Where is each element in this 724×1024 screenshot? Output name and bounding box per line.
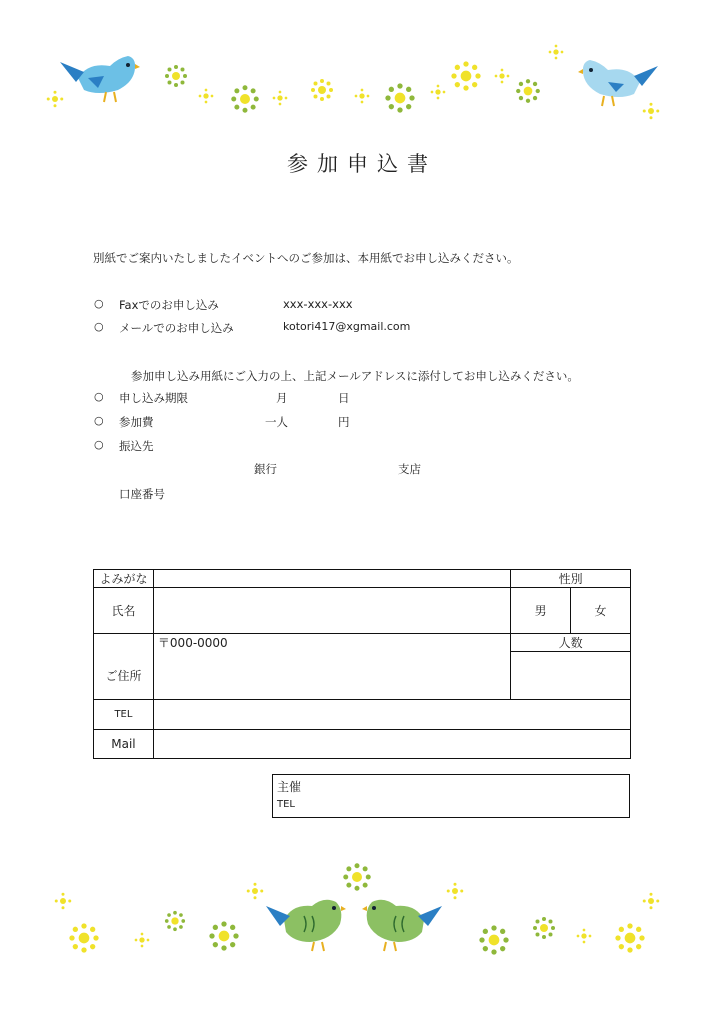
fee-yen: 円 [338, 415, 350, 429]
bullet-fax: ○ [94, 297, 104, 310]
mail-label-cell: Mail [94, 730, 154, 759]
name-label: 氏名 [94, 588, 154, 634]
flower-icon [450, 60, 482, 92]
bullet-fee: ○ [94, 414, 104, 427]
fax-number: xxx-xxx-xxx [283, 297, 353, 311]
people-field[interactable] [511, 652, 631, 700]
flower-icon [614, 922, 646, 954]
flower-icon [246, 882, 264, 900]
flower-icon [68, 922, 100, 954]
people-label: 人数 [511, 634, 631, 652]
transfer-label: 振込先 [119, 439, 154, 453]
flower-icon [642, 102, 660, 120]
name-field[interactable] [153, 588, 510, 634]
flower-icon [576, 928, 592, 944]
transfer-branch: 支店 [398, 462, 421, 476]
postal-code: 〒000-0000 [157, 636, 228, 650]
address-label: ご住所 [94, 634, 154, 700]
flower-icon [272, 90, 288, 106]
flower-icon [164, 64, 188, 88]
attach-note: 参加申し込み用紙にご入力の上、上記メールアドレスに添付してお申し込みください。 [131, 369, 579, 383]
gender-label: 性別 [511, 570, 631, 588]
blue-bird-left-icon [58, 48, 140, 108]
flower-icon [134, 932, 150, 948]
deadline-day: 日 [338, 391, 350, 405]
flower-icon [532, 916, 556, 940]
furigana-field[interactable] [153, 570, 510, 588]
organizer-box [272, 774, 630, 818]
organizer-tel-label: TEL [277, 799, 295, 810]
flower-icon [548, 44, 564, 60]
page-title: 参加申込書 [287, 152, 437, 176]
flower-icon [230, 84, 260, 114]
flower-icon [478, 924, 510, 956]
address-field[interactable] [153, 634, 510, 700]
flower-icon [354, 88, 370, 104]
flower-icon [384, 82, 416, 114]
flower-icon [342, 862, 372, 892]
furigana-label: よみがな [94, 570, 154, 588]
flower-icon [198, 88, 214, 104]
flower-icon [164, 910, 186, 932]
deadline-month: 月 [276, 391, 288, 405]
transfer-bank: 銀行 [254, 462, 277, 476]
transfer-account: 口座番号 [119, 487, 165, 501]
deadline-label: 申し込み期限 [119, 391, 188, 405]
bullet-transfer: ○ [94, 438, 104, 451]
flower-icon [430, 84, 446, 100]
gender-female[interactable]: 女 [571, 588, 631, 634]
flower-icon [494, 68, 510, 84]
flower-icon [515, 78, 541, 104]
bullet-deadline: ○ [94, 390, 104, 403]
flower-icon [208, 920, 240, 952]
flower-icon [642, 892, 660, 910]
tel-label: TEL [94, 700, 154, 730]
flower-icon [446, 882, 464, 900]
green-bird-left-icon [264, 894, 346, 952]
bullet-mail: ○ [94, 320, 104, 333]
application-form [93, 569, 631, 759]
flower-icon [310, 78, 334, 102]
tel-field[interactable] [153, 700, 630, 730]
green-bird-right-icon [362, 894, 444, 952]
organizer-label: 主催 [277, 780, 302, 794]
mail-address[interactable]: kotori417@xgmail.com [283, 320, 411, 333]
flower-icon [54, 892, 72, 910]
mail-label: メールでのお申し込み [119, 321, 234, 335]
gender-male[interactable]: 男 [511, 588, 571, 634]
fee-per-person: 一人 [265, 415, 288, 429]
mail-field[interactable] [153, 730, 630, 759]
flower-icon [46, 90, 64, 108]
fax-label: Faxでのお申し込み [119, 298, 219, 312]
intro-text: 別紙でご案内いたしましたイベントへのご参加は、本用紙でお申し込みください。 [93, 251, 519, 265]
fee-label: 参加費 [119, 415, 154, 429]
